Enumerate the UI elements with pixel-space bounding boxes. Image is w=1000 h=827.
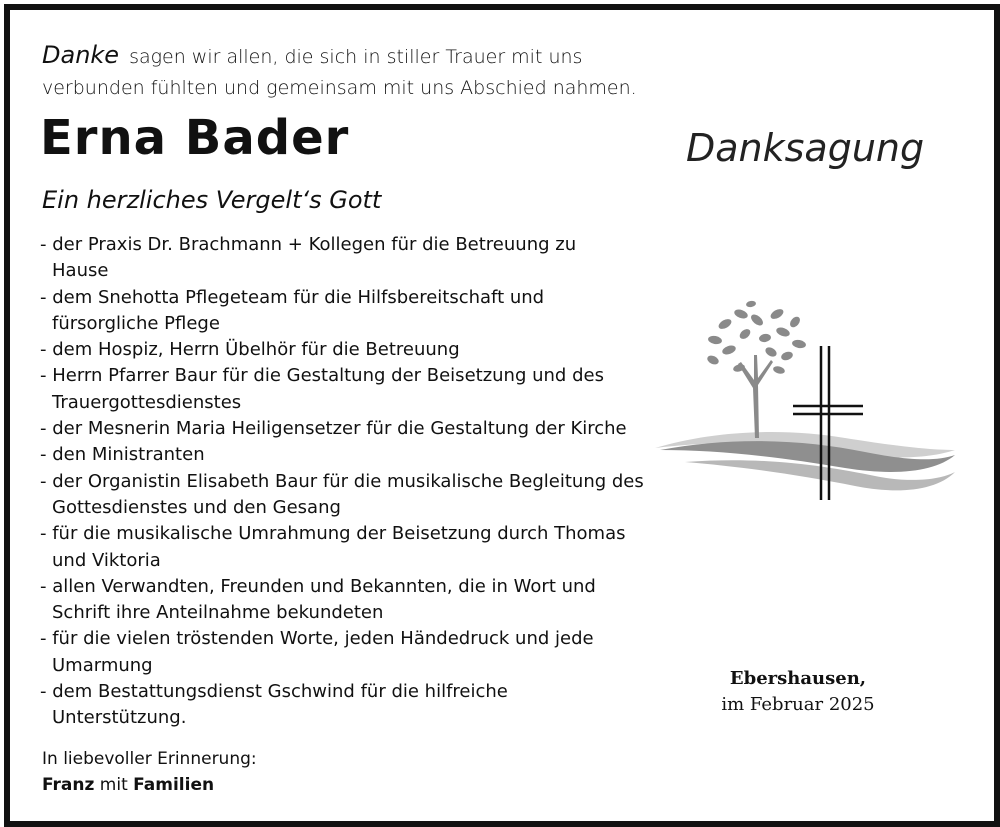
list-item: - Herrn Pfarrer Baur für die Gestaltung der Beisetzung und des Trauergottesdienstes: [40, 365, 604, 413]
list-item: - der Organistin Elisabeth Baur für die musikalische Begleitung des Gottesdienstes und den Gesang: [40, 470, 644, 518]
closing-line: In liebevoller Erinnerung:: [42, 749, 257, 769]
list-item: - den Ministranten: [40, 444, 205, 466]
list-item: - der Praxis Dr. Brachmann + Kollegen für die Betreuung zu Hause: [40, 234, 577, 282]
list-item: - der Mesnerin Maria Heiligensetzer für die Gestaltung der Kirche: [40, 418, 627, 440]
intro-first-word: Danke: [42, 41, 120, 69]
signer-connector: mit: [99, 775, 128, 795]
place-date-line: im Februar 2025: [721, 694, 875, 715]
intro-line-2: verbunden fühlten und gemeinsam mit uns Abschied nahmen.: [42, 77, 637, 99]
signer-name: Franz: [42, 775, 95, 795]
signers: [42, 772, 257, 798]
signer-family: Familien: [133, 775, 215, 795]
deceased-name: Erna Bader: [40, 110, 350, 166]
wave-icon: [655, 432, 955, 490]
list-item: - allen Verwandten, Freunden und Bekannten, die in Wort und Schrift ihre Anteilnahme bekundeten: [40, 575, 596, 624]
intro-text: [42, 40, 637, 104]
place-date: [720, 666, 876, 718]
list-item: - für die vielen tröstenden Worte, jeden Händedruck und jede Umarmung: [40, 628, 594, 676]
list-item: - für die musikalische Umrahmung der Beisetzung durch Thomas und Viktoria: [40, 523, 626, 571]
intro-line-1-rest: sagen wir allen, die sich in stiller Trauer mit uns: [129, 46, 583, 68]
subtitle: Ein herzliches Vergelt‘s Gott: [42, 186, 382, 214]
closing-signature: [42, 746, 257, 798]
tree-icon: [706, 300, 807, 438]
intro-line-1: [42, 40, 637, 73]
list-item: - dem Hospiz, Herrn Übelhör für die Betreuung: [40, 339, 460, 361]
list-item: - dem Snehotta Pflegeteam für die Hilfsbereitschaft und fürsorgliche Pflege: [40, 286, 545, 334]
thanks-list: [40, 232, 650, 732]
list-item: - dem Bestattungsdienst Gschwind für die hilfreiche Unterstützung.: [40, 681, 508, 729]
place-city: Ebershausen,: [729, 668, 867, 689]
heading-danksagung: Danksagung: [686, 126, 925, 170]
memorial-artwork: [655, 300, 960, 510]
